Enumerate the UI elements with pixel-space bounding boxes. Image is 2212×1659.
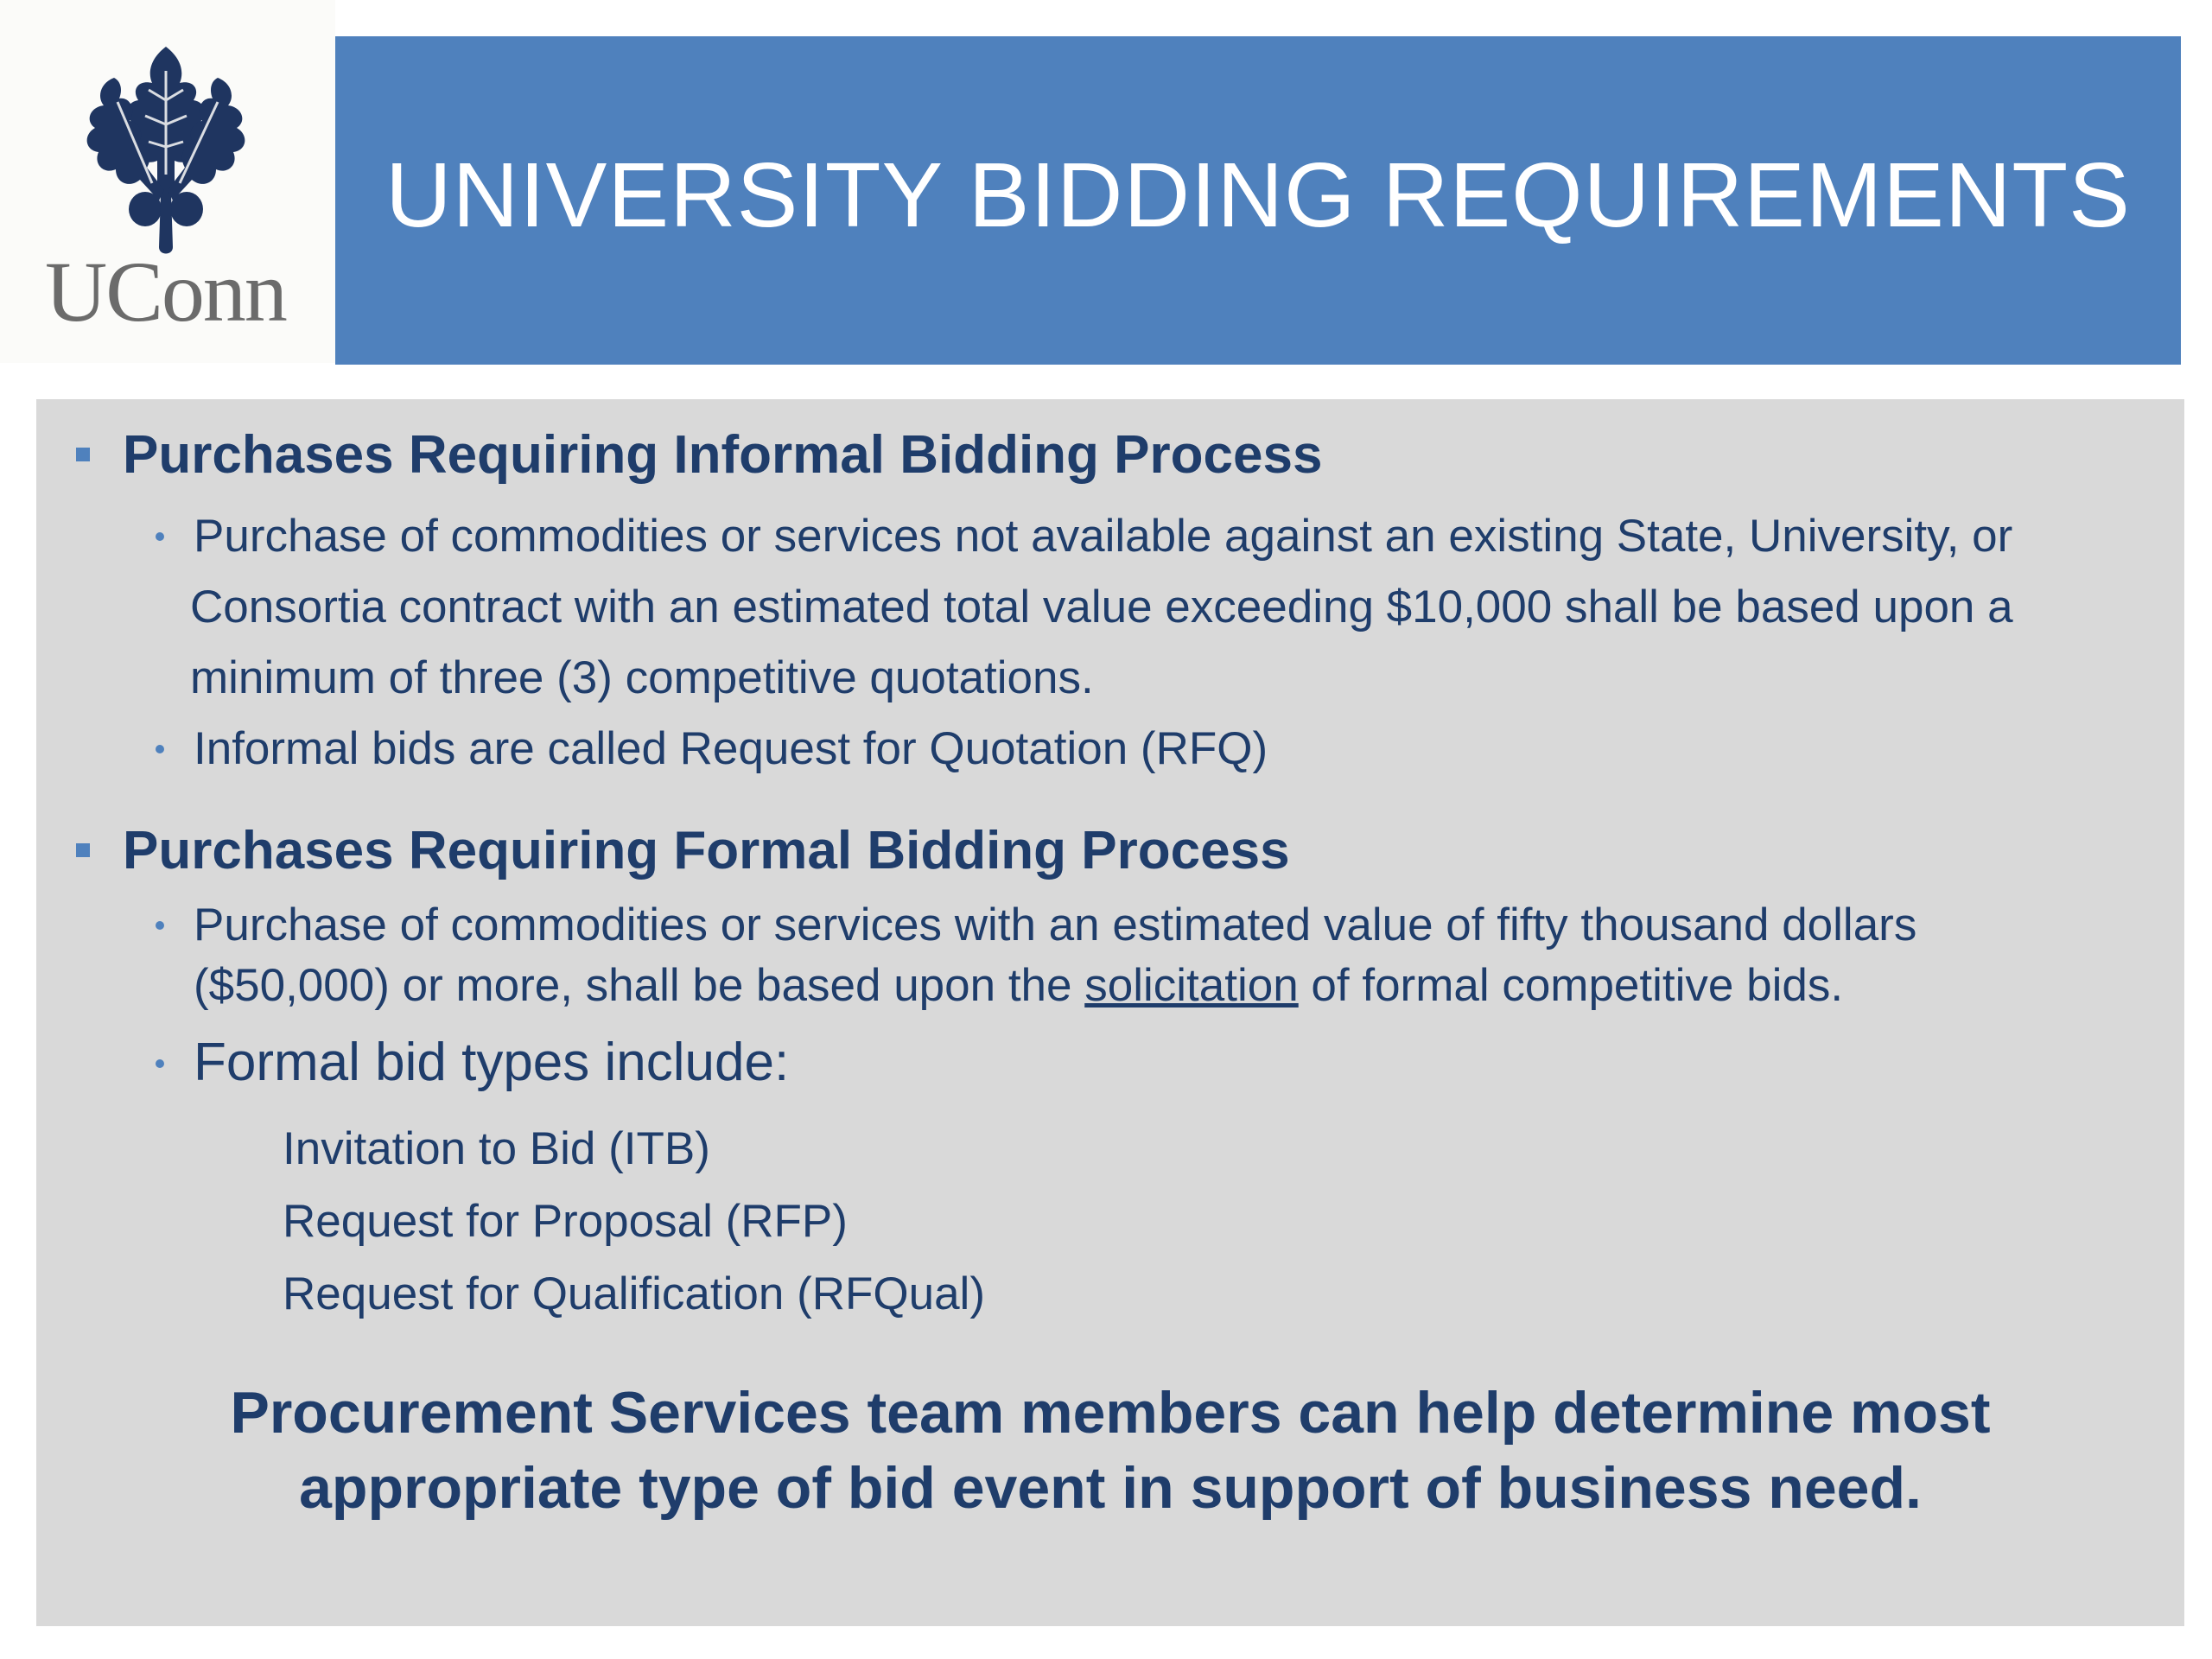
line-text: of formal competitive bids. (1298, 960, 1844, 1011)
title-banner (335, 36, 2181, 365)
list-item (194, 1028, 2181, 1097)
logo-text: UConn (45, 244, 286, 340)
closing-statement (36, 1376, 2184, 1526)
closing-line: Procurement Services team members can help determine most (230, 1380, 1991, 1446)
underlined-text: solicitation (1084, 960, 1299, 1011)
square-bullet-icon (76, 843, 90, 857)
content-panel (36, 399, 2184, 1626)
section-heading-text: Purchases Requiring Informal Bidding Process (123, 425, 1323, 485)
list-item-line: Purchase of commodities or services not available against an existing State, University, or (194, 511, 2013, 562)
list-item-line: Purchase of commodities or services with an estimated value of fifty thousand dollars (194, 899, 1917, 950)
section-heading (123, 819, 1290, 883)
bid-type-item: Request for Qualification (RFQual) (283, 1268, 985, 1319)
list-item-line: Formal bid types include: (194, 1033, 790, 1092)
list-item (194, 714, 2181, 785)
list-item (190, 501, 2181, 714)
bid-type-item: Request for Proposal (RFP) (283, 1196, 848, 1247)
bid-types-list (283, 1113, 985, 1331)
list-item-line: Informal bids are called Request for Quotation (RFQ) (194, 723, 1268, 774)
section-heading (123, 423, 1322, 487)
list-item (194, 895, 2181, 1016)
line-text: ($50,000) or more, shall be based upon the (194, 960, 1085, 1011)
square-bullet-icon (76, 448, 90, 461)
bullet-icon (156, 745, 164, 753)
oak-leaf-icon (62, 45, 270, 263)
list-item-line: minimum of three (3) competitive quotations. (190, 652, 1094, 703)
list-item-line (194, 956, 2181, 1016)
bid-type-item: Invitation to Bid (ITB) (283, 1123, 710, 1174)
bullet-icon (156, 1059, 164, 1068)
closing-line: appropriate type of bid event in support of business need. (299, 1455, 1922, 1521)
section-heading-text: Purchases Requiring Formal Bidding Process (123, 821, 1290, 880)
logo (0, 0, 335, 363)
list-item-line: Consortia contract with an estimated total value exceeding $10,000 shall be based upon a (190, 582, 2013, 632)
bullet-icon (156, 532, 164, 541)
bullet-icon (156, 921, 164, 930)
page-title: UNIVERSITY BIDDING REQUIREMENTS (385, 143, 2131, 246)
